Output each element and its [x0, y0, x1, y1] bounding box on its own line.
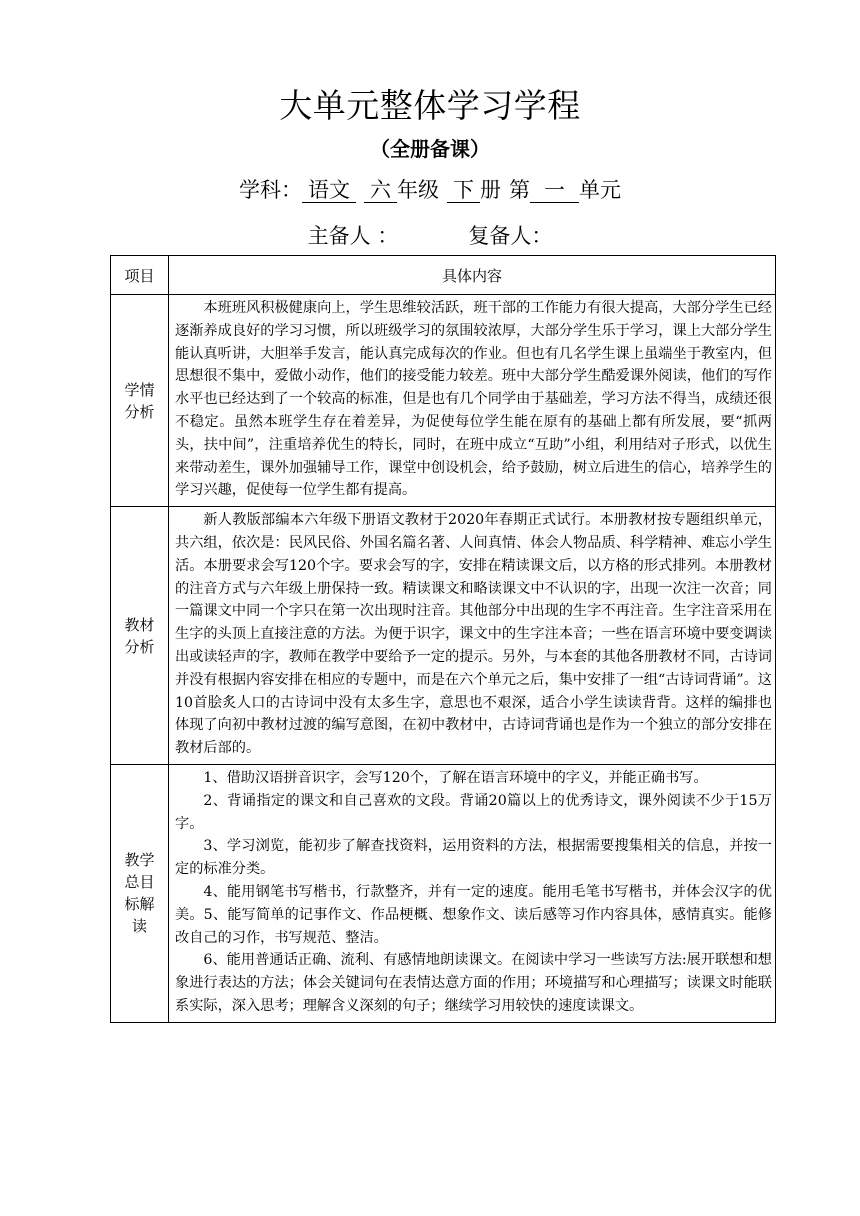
- subject-label: 学科：: [239, 178, 302, 202]
- main-preparer-label: 主备人 ：: [307, 224, 399, 248]
- paragraph: 1、借助汉语拼音识字，会写120个，了解在语言环境中的字义，并能正确书写。: [203, 769, 708, 786]
- co-preparer-label: 复备人：: [468, 224, 553, 248]
- table-row-student-analysis: [111, 295, 776, 507]
- unit-value: 一: [530, 178, 579, 203]
- row-label: 学情 分析: [111, 295, 169, 507]
- paragraph: 2、背诵指定的课文和自己喜欢的文段。背诵20篇以上的优秀诗文，课外阅读不少于15万字。: [175, 792, 772, 832]
- column-header-item: 项目: [111, 256, 169, 295]
- row-label: 教材 分析: [111, 507, 169, 765]
- course-info-line: [0, 174, 860, 204]
- paragraph: 4、能用钢笔书写楷书，行款整齐，并有一定的速度。能用毛笔书写楷书，并体会汉字的优美。5、能写简单的记事作文、作品梗概、想象作文、读后感等习作内容具体，感情真实。能修改自己的习作，书写规范、整洁。: [175, 883, 772, 946]
- column-header-content: 具体内容: [169, 256, 776, 295]
- row-content: [169, 764, 776, 1022]
- unit-label: 单元: [579, 178, 621, 202]
- volume-value: 下: [447, 178, 480, 203]
- table-row-textbook-analysis: [111, 507, 776, 765]
- paragraph: 6、能用普通话正确、流利、有感情地朗读课文。在阅读中学习一些读写方法:展开联想和想象进行表达的方法；体会关键词句在表情达意方面的作用；环境描写和心理描写；读课文时能联系实际，深入思考；理解含义深刻的句子；继续学习用较快的速度读课文。: [175, 952, 772, 1014]
- row-label: 教学 总目 标解 读: [111, 764, 169, 1022]
- grade-value: 六: [364, 178, 397, 203]
- paragraph: 本班班风积极健康向上，学生思维较活跃，班干部的工作能力有很大提高，大部分学生已经逐渐养成良好的学习习惯，所以班级学习的氛围较浓厚，大部分学生乐于学习，课上大部分学生能认真听讲，大胆举手发言，能认真完成每次的作业。但也有几名学生课上虽端坐于教室内，但思想很不集中，爱做小动作，他们的接受能力较差。班中大部分学生酷爱课外阅读，他们的写作水平也已经达到了一个较高的标准，但是也有几个同学由于基础差，学习方法不得当，成绩还很不稳定。虽然本班学生存在着差异，为促使每位学生能在原有的基础上都有所发展，要“抓两头，扶中间”，注重培养优生的特长，同时，在班中成立“互助”小组，利用结对子形式，以优生来带动差生，课外加强辅导工作，课堂中创设机会，给予鼓励，树立后进生的信心，培养学生的学习兴趣，促使每一位学生都有提高。: [175, 300, 772, 499]
- unit-prefix: 第: [509, 178, 530, 202]
- table-header-row: [111, 256, 776, 295]
- document-title: 大单元整体学习学程: [279, 86, 581, 125]
- row-content: [169, 295, 776, 507]
- lesson-plan-table: [110, 255, 776, 1023]
- preparers-line: [0, 220, 860, 250]
- row-content: [169, 507, 776, 765]
- paragraph: 3、学习浏览，能初步了解查找资料，运用资料的方法，根据需要搜集相关的信息，并按一定的标准分类。: [175, 838, 772, 878]
- paragraph: 新人教版部编本六年级下册语文教材于2020年春期正式试行。本册教材按专题组织单元，共六组，依次是：民风民俗、外国名篇名著、人间真情、体会人物品质、科学精神、难忘小学生活。本册要求会写120个字。要求会写的字，安排在精读课文后，以方格的形式排列。本册教材的注音方式与六年级上册保持一致。精读课文和略读课文中不认识的字，出现一次注一次音；同一篇课文中同一个字只在第一次出现时注音。其他部分中出现的生字不再注音。生字注音采用在生字的头顶上直接注意的方法。为便于识字，课文中的生字注本音；一些在语言环境中要变调读出或读轻声的字，教师在教学中要给予一定的提示。另外，与本套的其他各册教材不同，古诗词并没有根据内容安排在相应的专题中，而是在六个单元之后，集中安排了一组“古诗词背诵”。这10首脍炙人口的古诗词中没有太多生字，意思也不艰深，适合小学生读读背背。这样的编排也体现了向初中教材过渡的编写意图，在初中教材中，古诗词背诵也是作为一个独立的部分安排在教材后部的。: [175, 512, 772, 757]
- table-row-teaching-goals: [111, 764, 776, 1022]
- grade-label: 年级: [397, 178, 439, 202]
- document-subtitle: （全册备课）: [370, 137, 490, 161]
- volume-label: 册: [480, 178, 501, 202]
- subject-value: 语文: [302, 178, 356, 203]
